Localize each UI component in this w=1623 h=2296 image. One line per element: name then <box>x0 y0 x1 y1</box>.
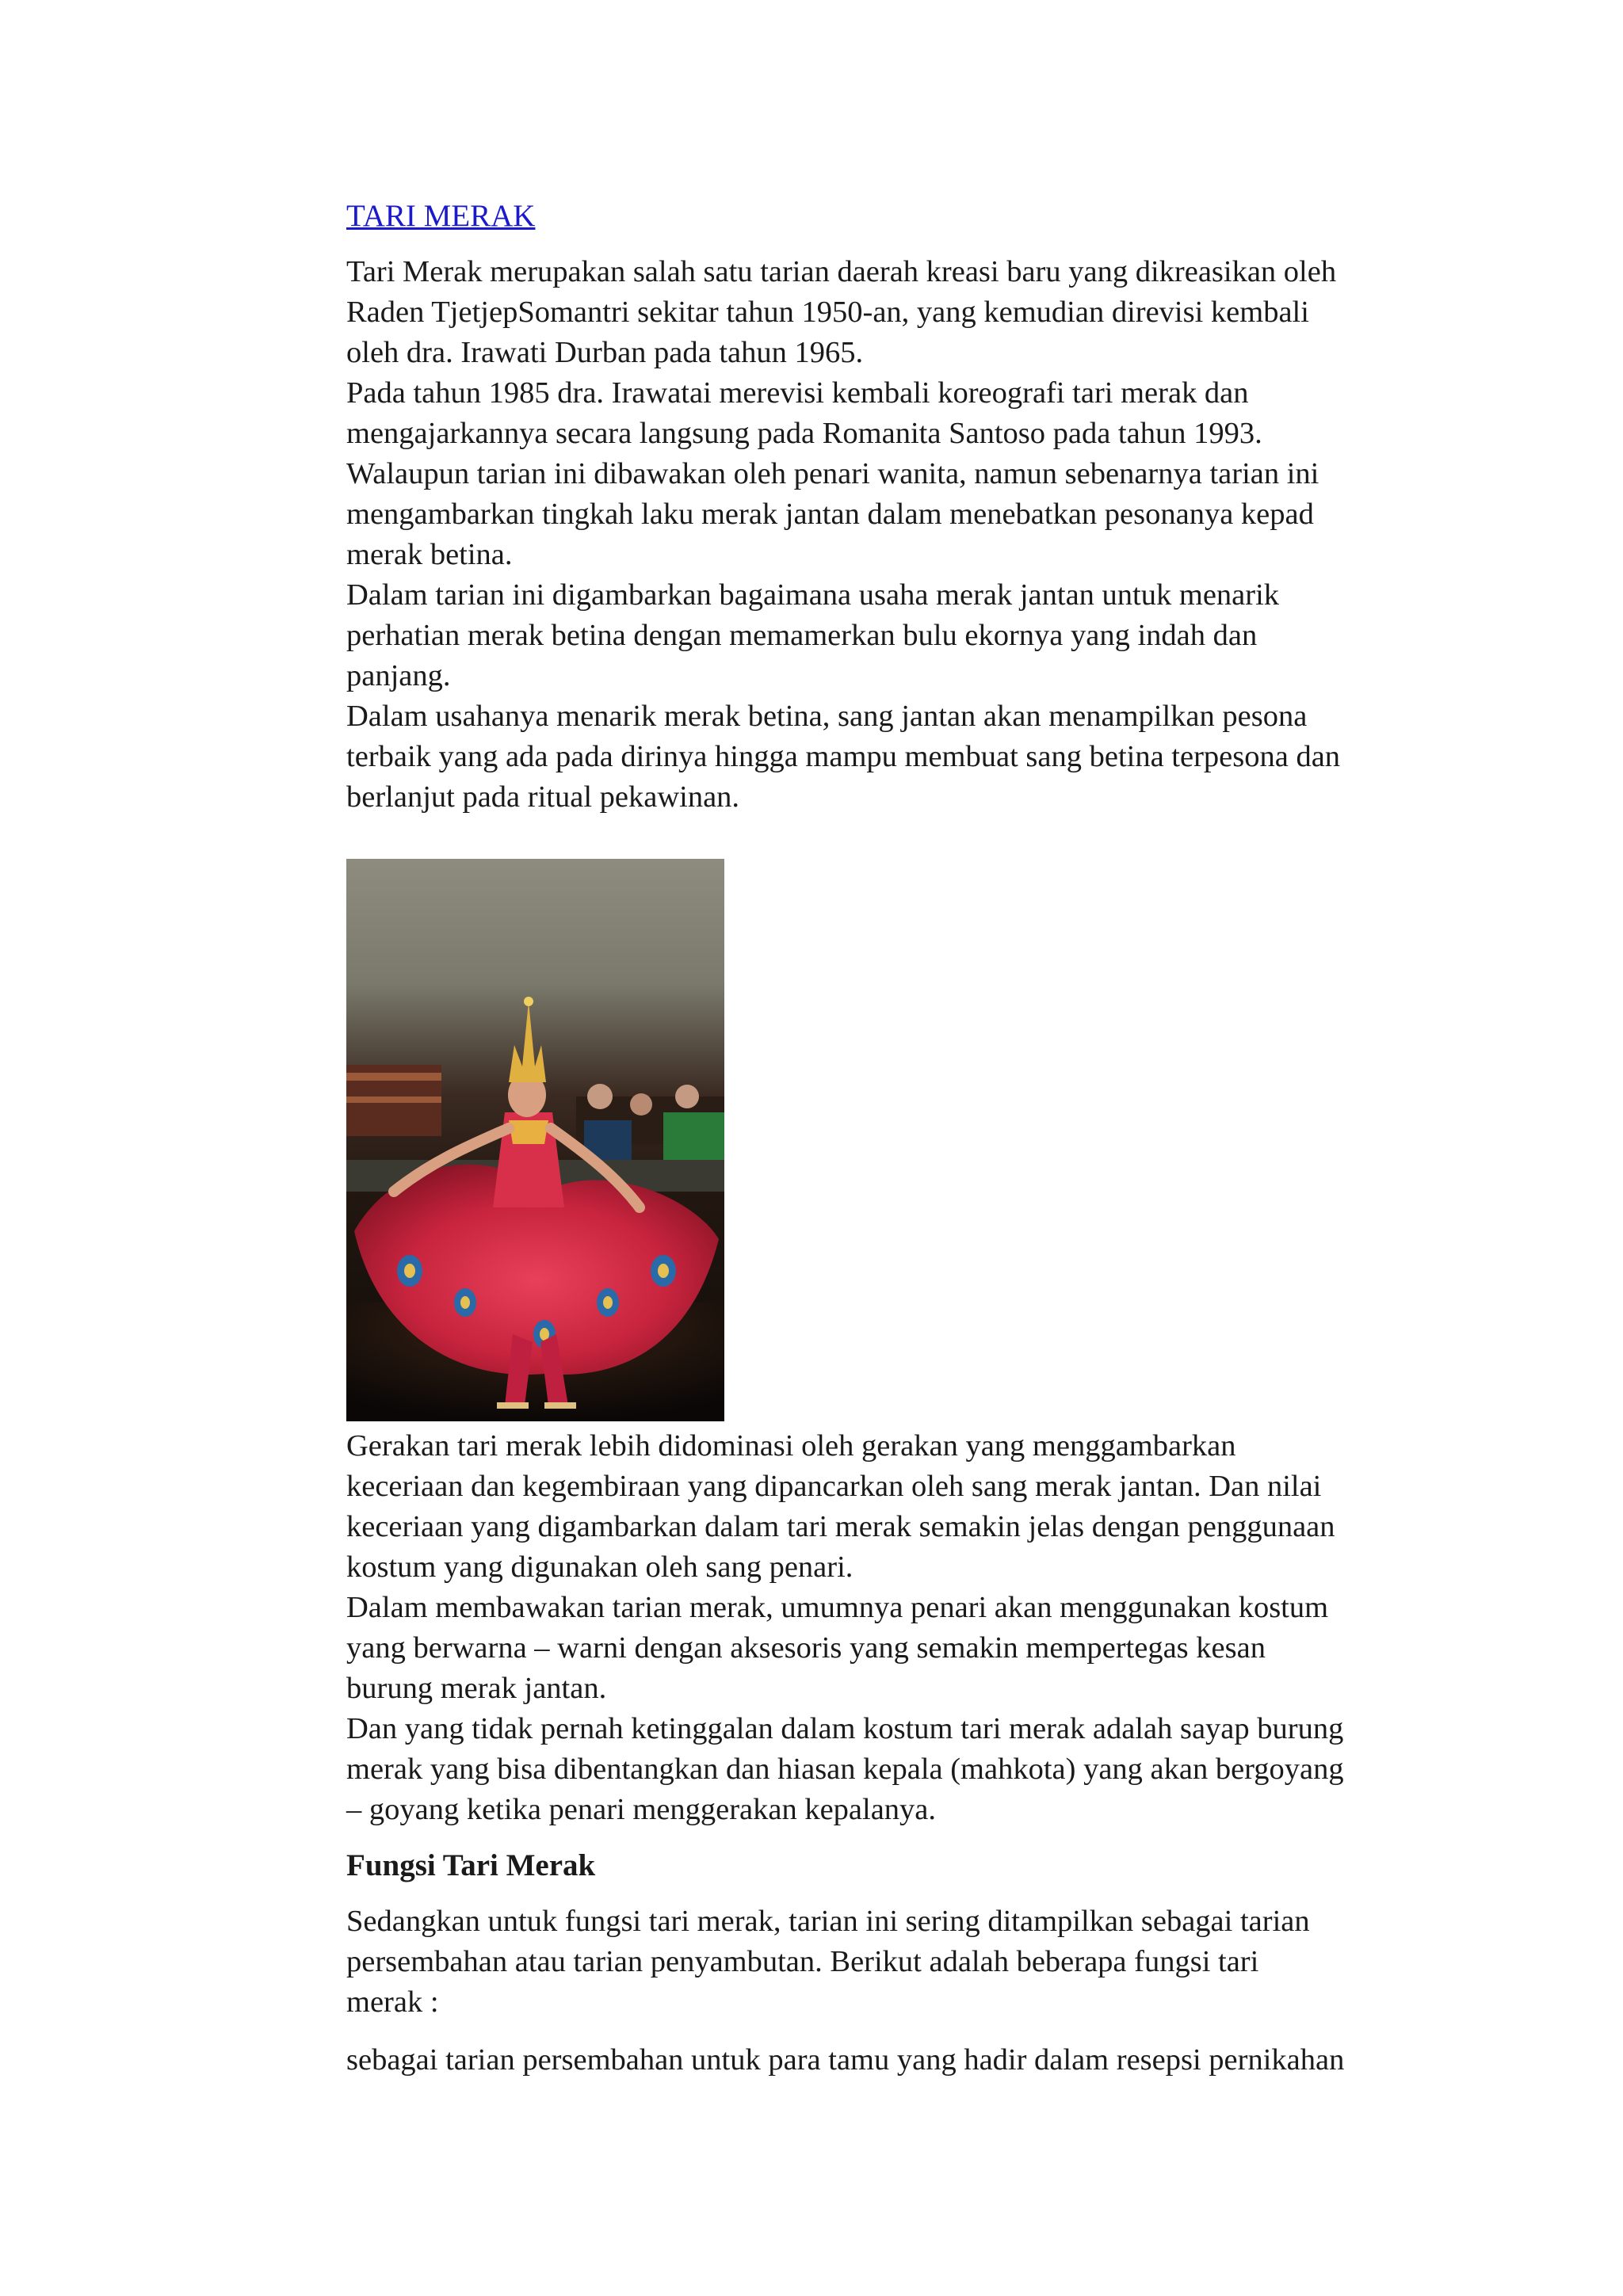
text-line: merak : <box>346 1985 439 2019</box>
text-line: persembahan atau tarian penyambutan. Berikut adalah beberapa fungsi tari <box>346 1945 1259 1978</box>
text-line: Walaupun tarian ini dibawakan oleh penari wanita, namun sebenarnya tarian ini <box>346 457 1319 490</box>
text-line: Pada tahun 1985 dra. Irawatai merevisi kembali koreografi tari merak dan <box>346 376 1249 410</box>
text-line: Dalam usahanya menarik merak betina, sang jantan akan menampilkan pesona <box>346 700 1308 733</box>
text-line: Tari Merak merupakan salah satu tarian daerah kreasi baru yang dikreasikan oleh <box>346 255 1337 288</box>
text-line: merak yang bisa dibentangkan dan hiasan kepala (mahkota) yang akan bergoyang <box>346 1753 1344 1786</box>
text-line: mengambarkan tingkah laku merak jantan dalam menebatkan pesonanya kepad <box>346 498 1314 531</box>
text-line: Dalam membawakan tarian merak, umumnya penari akan menggunakan kostum <box>346 1591 1329 1624</box>
text-line: merak betina. <box>346 538 513 571</box>
text-line: panjang. <box>346 659 451 692</box>
document-page <box>346 198 1440 2081</box>
section-heading: Fungsi Tari Merak <box>346 1848 596 1882</box>
text-line: berlanjut pada ritual pekawinan. <box>346 780 740 814</box>
function-paragraph <box>346 1901 1440 2023</box>
last-paragraph <box>346 2040 1440 2081</box>
intro-paragraph <box>346 252 1440 818</box>
after-photo-paragraph <box>346 1426 1440 1830</box>
text-line: kostum yang digunakan oleh sang penari. <box>346 1550 854 1584</box>
text-line: sebagai tarian persembahan untuk para tamu yang hadir dalam resepsi pernikahan <box>346 2043 1345 2077</box>
text-line: Dalam tarian ini digambarkan bagaimana usaha merak jantan untuk menarik <box>346 578 1280 612</box>
peacock-dancer-photo <box>346 859 724 1421</box>
text-line: keceriaan dan kegembiraan yang dipancarkan oleh sang merak jantan. Dan nilai <box>346 1470 1322 1503</box>
text-line: oleh dra. Irawati Durban pada tahun 1965. <box>346 336 864 369</box>
text-line: yang berwarna – warni dengan aksesoris yang semakin mempertegas kesan <box>346 1631 1266 1665</box>
text-line: terbaik yang ada pada dirinya hingga mampu membuat sang betina terpesona dan <box>346 740 1341 773</box>
title-link[interactable]: TARI MERAK <box>346 199 536 233</box>
text-line: keceriaan yang digambarkan dalam tari merak semakin jelas dengan penggunaan <box>346 1510 1335 1543</box>
text-line: Raden TjetjepSomantri sekitar tahun 1950-an, yang kemudian direvisi kembali <box>346 296 1309 329</box>
text-line: – goyang ketika penari menggerakan kepalanya. <box>346 1793 937 1826</box>
text-line: perhatian merak betina dengan memamerkan bulu ekornya yang indah dan <box>346 619 1258 652</box>
text-line: Gerakan tari merak lebih didominasi oleh gerakan yang menggambarkan <box>346 1429 1236 1463</box>
text-line: mengajarkannya secara langsung pada Romanita Santoso pada tahun 1993. <box>346 417 1262 450</box>
text-line: Sedangkan untuk fungsi tari merak, tarian ini sering ditampilkan sebagai tarian <box>346 1905 1310 1938</box>
text-line: burung merak jantan. <box>346 1672 607 1705</box>
text-line: Dan yang tidak pernah ketinggalan dalam kostum tari merak adalah sayap burung <box>346 1712 1344 1745</box>
